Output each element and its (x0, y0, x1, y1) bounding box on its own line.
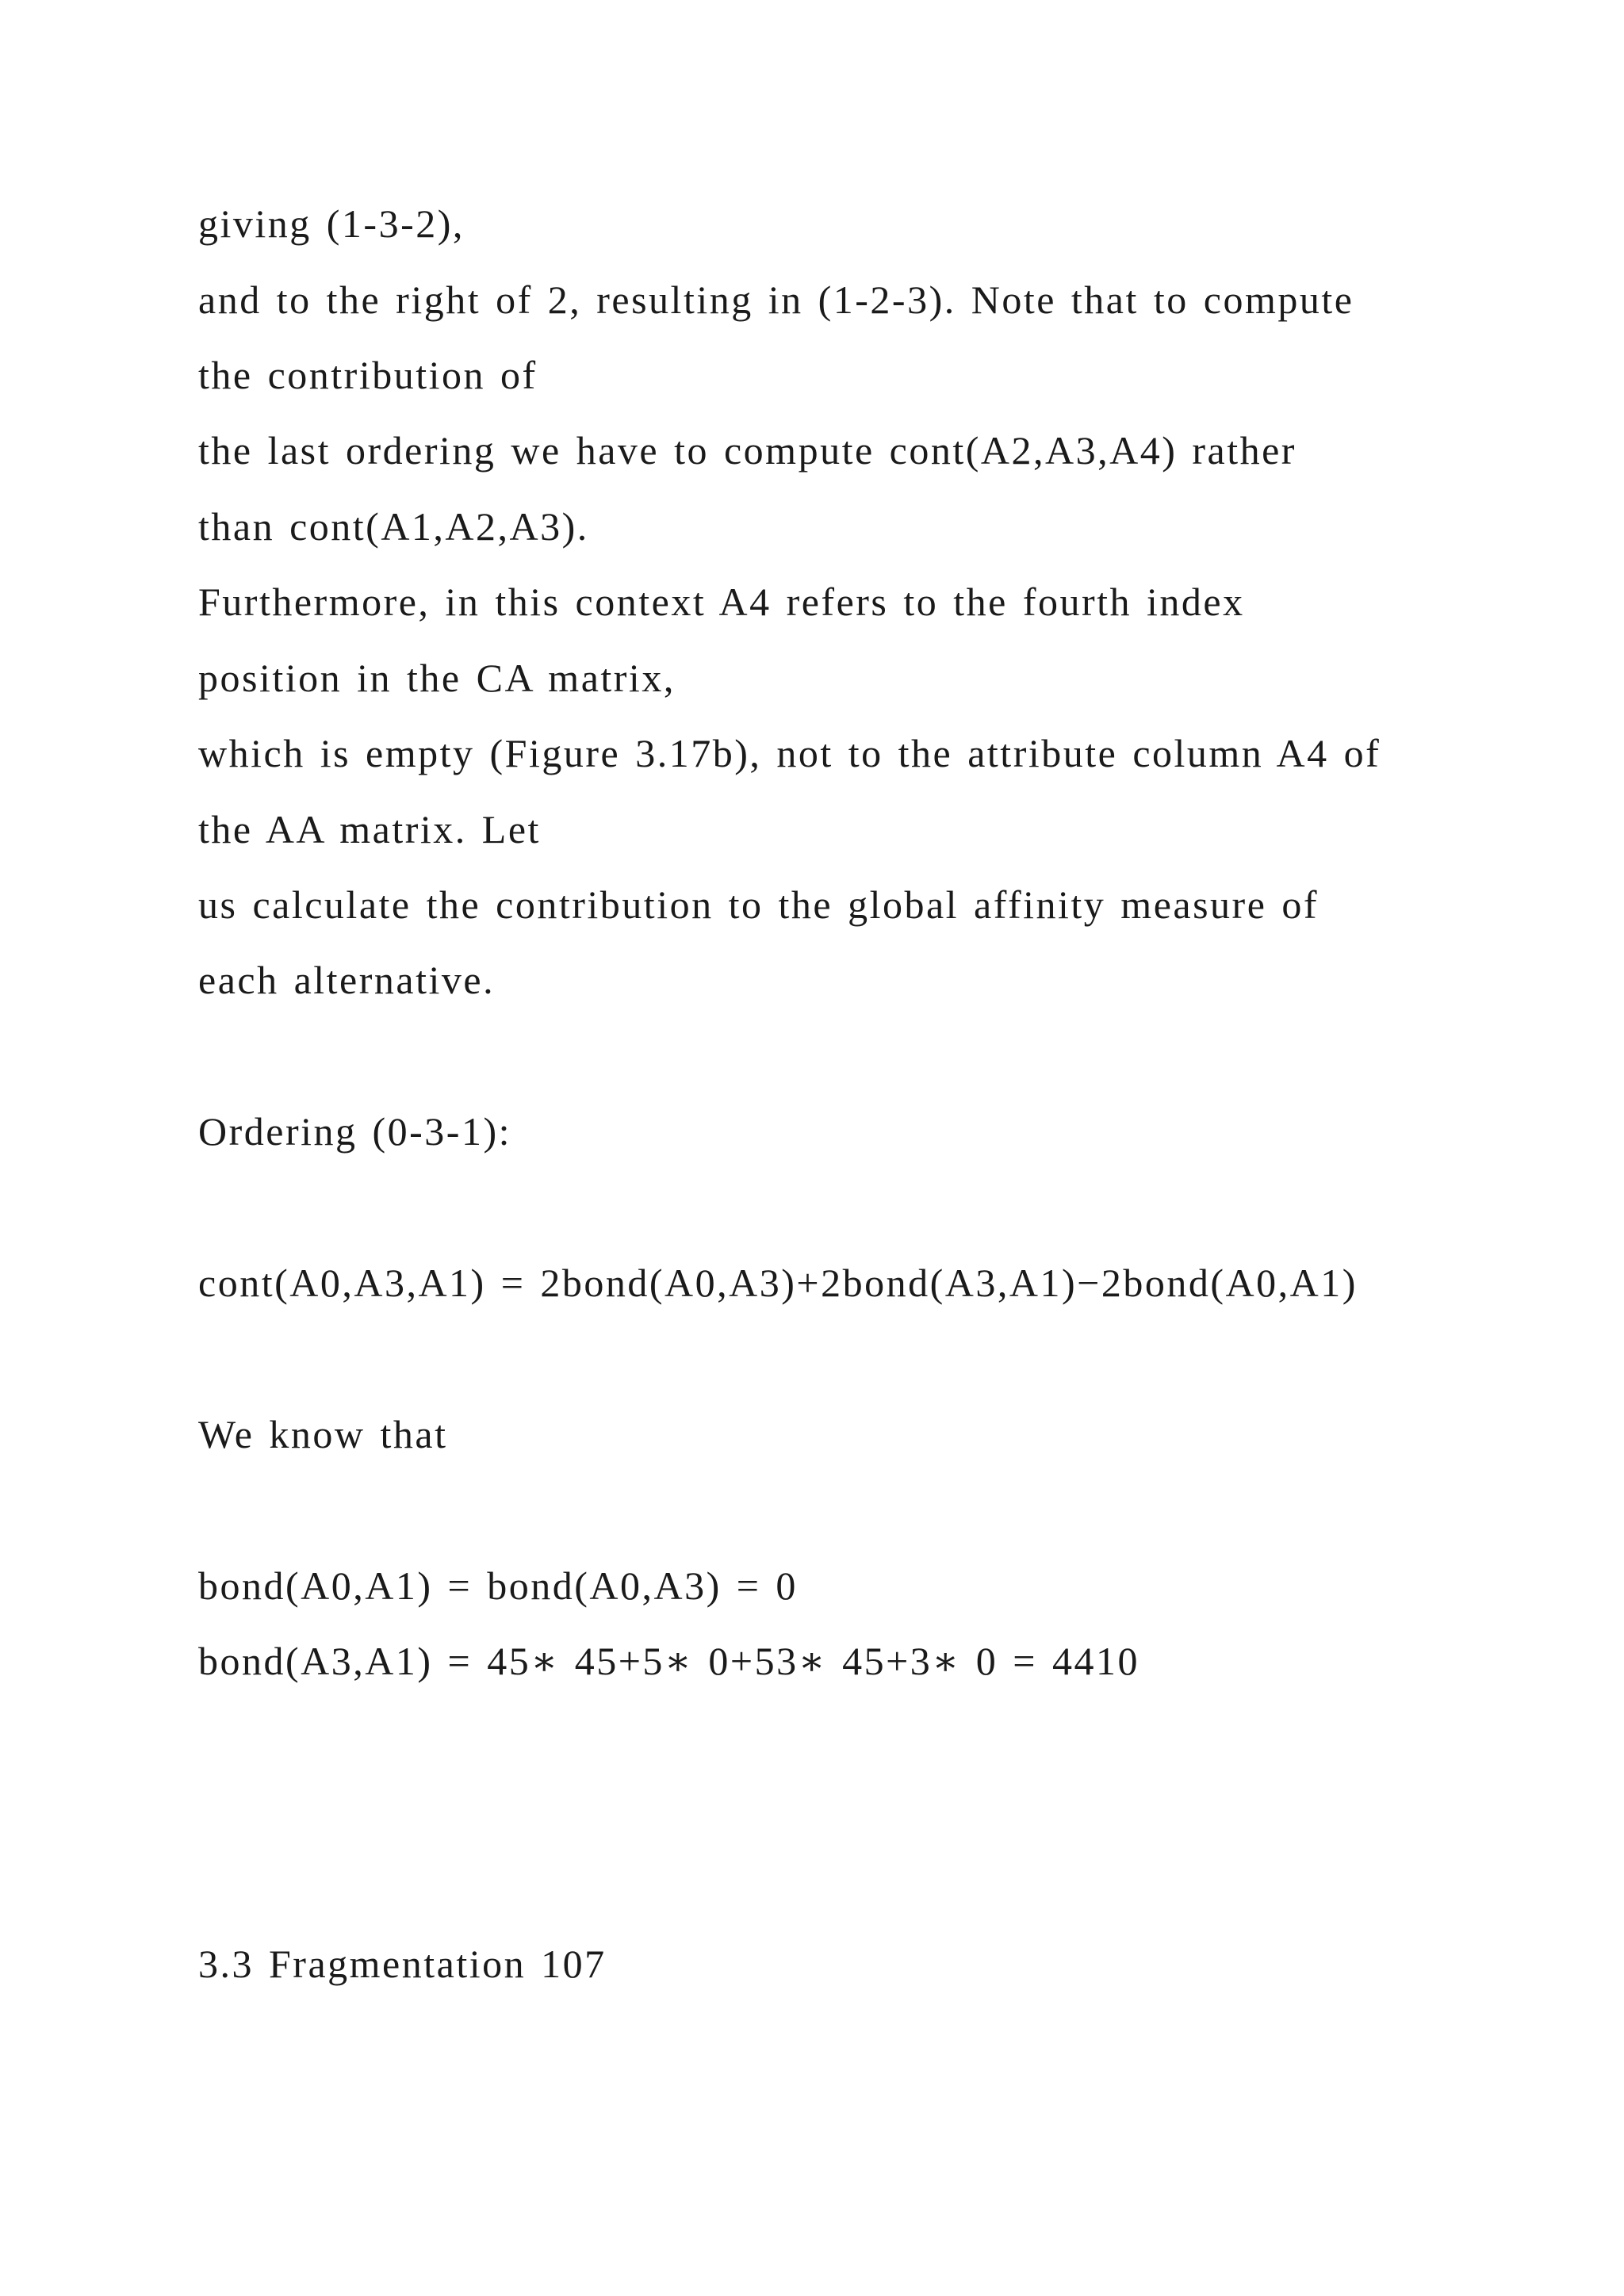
cont-equation: cont(A0,A3,A1) = 2bond(A0,A3)+2bond(A3,A1)−2bond(A0,A1) (198, 1261, 1358, 1305)
text-line: position in the CA matrix, (198, 656, 676, 700)
text-line: us calculate the contribution to the global affinity measure of (198, 882, 1320, 927)
text-line: the last ordering we have to compute cont(A2,A3,A4) rather (198, 428, 1297, 473)
text-line: each alternative. (198, 958, 496, 1002)
text-line: the contribution of (198, 353, 538, 397)
bond-equation: bond(A0,A1) = bond(A0,A3) = 0 (198, 1563, 798, 1608)
text-line: and to the right of 2, resulting in (1-2-3). Note that to compute (198, 277, 1354, 322)
ordering-heading: Ordering (0-3-1): (198, 1109, 511, 1154)
text-line: than cont(A1,A2,A3). (198, 504, 589, 549)
text-line: the AA matrix. Let (198, 807, 541, 851)
text-line: giving (1-3-2), (198, 201, 465, 246)
we-know-text: We know that (198, 1412, 448, 1456)
page-footer: 3.3 Fragmentation 107 (198, 1942, 607, 1986)
text-line: Furthermore, in this context A4 refers to the fourth index (198, 580, 1245, 624)
text-line: which is empty (Figure 3.17b), not to the attribute column A4 of (198, 731, 1381, 775)
bond-equation: bond(A3,A1) = 45∗ 45+5∗ 0+53∗ 45+3∗ 0 = 4410 (198, 1639, 1139, 1683)
